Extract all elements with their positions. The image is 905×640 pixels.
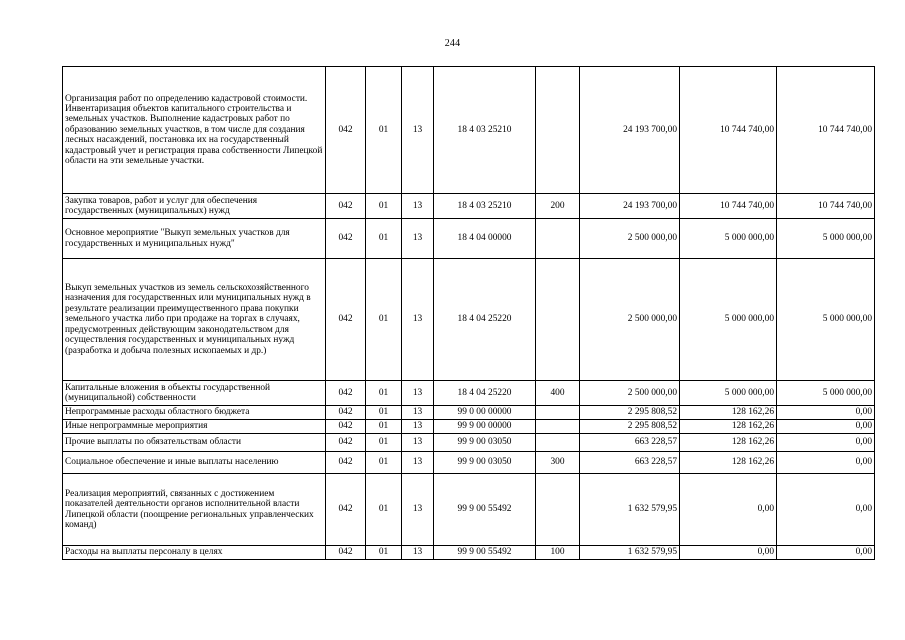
section-code-cell: 01 xyxy=(366,194,402,219)
row-name-cell: Выкуп земельных участков из земель сельскохозяйственного назначения для государственных или муниципальных нужд в результате реализации преимущественного права покупки земельного участка либо при продаже на торгах в случаях, предусмотренных действующим законодательством для осуществления государственных и муниципальных нужд (разработка и добыча полезных ископаемых и др.) xyxy=(63,259,326,381)
section-code-cell: 01 xyxy=(366,434,402,452)
row-name-cell: Организация работ по определению кадастровой стоимости. Инвентаризация объектов капитального строительства и земельных участков. Выполнение кадастровых работ по образованию земельных участков, в том числе для создания лесных насаждений, постановка их на государственный кадастровый учет и регистрация права собственности Липецкой области на эти земельные участки. xyxy=(63,67,326,194)
section-code-cell: 01 xyxy=(366,381,402,406)
table-row xyxy=(63,406,875,420)
page-number: 244 xyxy=(444,38,461,49)
grbs-code-cell: 042 xyxy=(326,219,366,259)
grbs-code-cell: 042 xyxy=(326,420,366,434)
section-code-cell: 01 xyxy=(366,67,402,194)
expense-type-cell xyxy=(536,259,580,381)
amount-year1-cell: 2 500 000,00 xyxy=(580,219,680,259)
amount-year2-cell: 0,00 xyxy=(680,474,777,546)
amount-year3-cell: 0,00 xyxy=(777,434,875,452)
subsection-code-cell: 13 xyxy=(402,219,434,259)
table-row xyxy=(63,474,875,546)
amount-year2-cell: 10 744 740,00 xyxy=(680,194,777,219)
amount-year3-cell: 0,00 xyxy=(777,474,875,546)
amount-year1-cell: 663 228,57 xyxy=(580,452,680,474)
grbs-code-cell: 042 xyxy=(326,381,366,406)
amount-year2-cell: 128 162,26 xyxy=(680,452,777,474)
amount-year1-cell: 24 193 700,00 xyxy=(580,67,680,194)
table-row xyxy=(63,434,875,452)
budget-table xyxy=(62,66,875,560)
amount-year3-cell: 10 744 740,00 xyxy=(777,194,875,219)
target-article-cell: 99 9 00 55492 xyxy=(434,546,536,560)
row-name-cell: Закупка товаров, работ и услуг для обеспечения государственных (муниципальных) нужд xyxy=(63,194,326,219)
subsection-code-cell: 13 xyxy=(402,406,434,420)
amount-year3-cell: 5 000 000,00 xyxy=(777,219,875,259)
section-code-cell: 01 xyxy=(366,420,402,434)
amount-year1-cell: 2 500 000,00 xyxy=(580,381,680,406)
row-name-cell: Иные непрограммные мероприятия xyxy=(63,420,326,434)
row-name-cell: Реализация мероприятий, связанных с достижением показателей деятельности органов исполнительной власти Липецкой области (поощрение региональных управленческих команд) xyxy=(63,474,326,546)
row-name-cell: Основное мероприятие "Выкуп земельных участков для государственных и муниципальных нужд" xyxy=(63,219,326,259)
target-article-cell: 18 4 04 25220 xyxy=(434,381,536,406)
subsection-code-cell: 13 xyxy=(402,434,434,452)
amount-year3-cell: 5 000 000,00 xyxy=(777,259,875,381)
target-article-cell: 18 4 04 00000 xyxy=(434,219,536,259)
table-row xyxy=(63,259,875,381)
amount-year3-cell: 0,00 xyxy=(777,546,875,560)
expense-type-cell: 300 xyxy=(536,452,580,474)
target-article-cell: 18 4 03 25210 xyxy=(434,67,536,194)
row-name-cell: Непрограммные расходы областного бюджета xyxy=(63,406,326,420)
section-code-cell: 01 xyxy=(366,259,402,381)
amount-year3-cell: 0,00 xyxy=(777,452,875,474)
amount-year2-cell: 5 000 000,00 xyxy=(680,381,777,406)
grbs-code-cell: 042 xyxy=(326,452,366,474)
amount-year2-cell: 5 000 000,00 xyxy=(680,219,777,259)
amount-year1-cell: 2 500 000,00 xyxy=(580,259,680,381)
amount-year2-cell: 0,00 xyxy=(680,546,777,560)
target-article-cell: 99 9 00 03050 xyxy=(434,434,536,452)
target-article-cell: 99 9 00 00000 xyxy=(434,420,536,434)
expense-type-cell xyxy=(536,219,580,259)
table-row xyxy=(63,420,875,434)
table-row xyxy=(63,219,875,259)
section-code-cell: 01 xyxy=(366,406,402,420)
amount-year3-cell: 0,00 xyxy=(777,420,875,434)
section-code-cell: 01 xyxy=(366,452,402,474)
amount-year1-cell: 1 632 579,95 xyxy=(580,474,680,546)
grbs-code-cell: 042 xyxy=(326,67,366,194)
subsection-code-cell: 13 xyxy=(402,194,434,219)
grbs-code-cell: 042 xyxy=(326,406,366,420)
subsection-code-cell: 13 xyxy=(402,381,434,406)
target-article-cell: 99 9 00 03050 xyxy=(434,452,536,474)
subsection-code-cell: 13 xyxy=(402,67,434,194)
subsection-code-cell: 13 xyxy=(402,474,434,546)
amount-year1-cell: 2 295 808,52 xyxy=(580,420,680,434)
subsection-code-cell: 13 xyxy=(402,420,434,434)
target-article-cell: 18 4 04 25220 xyxy=(434,259,536,381)
table-row xyxy=(63,546,875,560)
expense-type-cell xyxy=(536,474,580,546)
amount-year1-cell: 1 632 579,95 xyxy=(580,546,680,560)
table-row xyxy=(63,67,875,194)
section-code-cell: 01 xyxy=(366,219,402,259)
amount-year2-cell: 5 000 000,00 xyxy=(680,259,777,381)
expense-type-cell xyxy=(536,67,580,194)
subsection-code-cell: 13 xyxy=(402,452,434,474)
expense-type-cell xyxy=(536,420,580,434)
amount-year3-cell: 5 000 000,00 xyxy=(777,381,875,406)
target-article-cell: 99 9 00 55492 xyxy=(434,474,536,546)
row-name-cell: Прочие выплаты по обязательствам области xyxy=(63,434,326,452)
amount-year3-cell: 0,00 xyxy=(777,406,875,420)
amount-year2-cell: 128 162,26 xyxy=(680,406,777,420)
amount-year2-cell: 128 162,26 xyxy=(680,420,777,434)
target-article-cell: 99 0 00 00000 xyxy=(434,406,536,420)
amount-year3-cell: 10 744 740,00 xyxy=(777,67,875,194)
grbs-code-cell: 042 xyxy=(326,474,366,546)
table-row xyxy=(63,452,875,474)
subsection-code-cell: 13 xyxy=(402,546,434,560)
expense-type-cell: 100 xyxy=(536,546,580,560)
section-code-cell: 01 xyxy=(366,474,402,546)
target-article-cell: 18 4 03 25210 xyxy=(434,194,536,219)
amount-year2-cell: 10 744 740,00 xyxy=(680,67,777,194)
section-code-cell: 01 xyxy=(366,546,402,560)
row-name-cell: Социальное обеспечение и иные выплаты населению xyxy=(63,452,326,474)
expense-type-cell: 200 xyxy=(536,194,580,219)
row-name-cell: Расходы на выплаты персоналу в целях xyxy=(63,546,326,560)
grbs-code-cell: 042 xyxy=(326,434,366,452)
amount-year1-cell: 2 295 808,52 xyxy=(580,406,680,420)
expense-type-cell xyxy=(536,406,580,420)
table-row xyxy=(63,194,875,219)
amount-year1-cell: 24 193 700,00 xyxy=(580,194,680,219)
expense-type-cell xyxy=(536,434,580,452)
row-name-cell: Капитальные вложения в объекты государственной (муниципальной) собственности xyxy=(63,381,326,406)
table-row xyxy=(63,381,875,406)
subsection-code-cell: 13 xyxy=(402,259,434,381)
grbs-code-cell: 042 xyxy=(326,194,366,219)
expense-type-cell: 400 xyxy=(536,381,580,406)
amount-year2-cell: 128 162,26 xyxy=(680,434,777,452)
amount-year1-cell: 663 228,57 xyxy=(580,434,680,452)
grbs-code-cell: 042 xyxy=(326,259,366,381)
grbs-code-cell: 042 xyxy=(326,546,366,560)
